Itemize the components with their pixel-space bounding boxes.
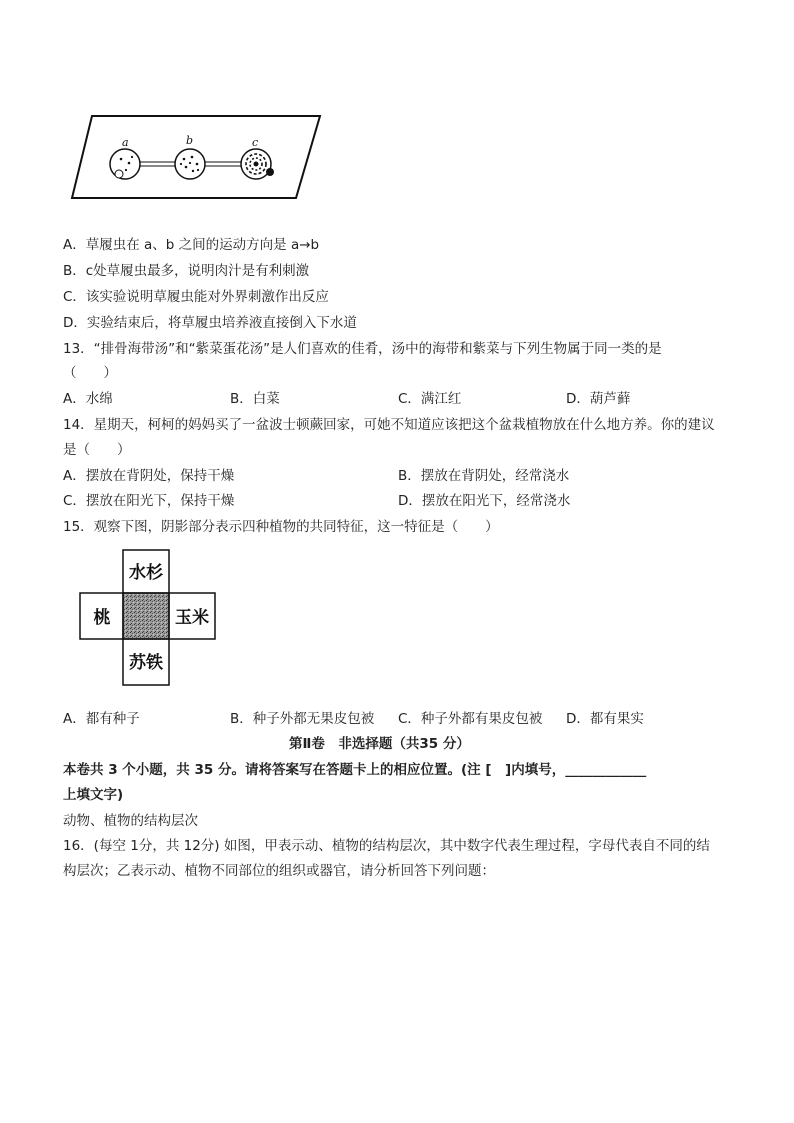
- q15-option-c: C．种子外都有果皮包被: [398, 711, 543, 727]
- drop-a: [110, 149, 140, 179]
- q15-option-a: A．都有种子: [63, 711, 140, 727]
- q14-option-a: A．摆放在背阴处，保持干燥: [63, 468, 235, 484]
- q14-option-b: B．摆放在背阴处，经常浇水: [398, 468, 570, 484]
- section2-title: 第Ⅱ卷 非选择题（共35 分）: [289, 736, 470, 752]
- label-right: 玉米: [175, 608, 209, 628]
- topic-heading: 动物、植物的结构层次: [63, 813, 198, 829]
- q12-option-d: D．实验结束后，将草履虫培养液直接倒入下水道: [63, 315, 357, 331]
- label-c: c: [252, 136, 259, 149]
- label-b: b: [186, 134, 194, 147]
- q13-stem-line2: （ ）: [63, 365, 117, 381]
- q12-option-a: A．草履虫在 a、b 之间的运动方向是 a→b: [63, 237, 320, 253]
- q13-stem-line1: 13．“排骨海带汤”和“紫菜蛋花汤”是人们喜欢的佳肴，汤中的海带和紫菜与下列生物属于同一类的是: [63, 341, 662, 357]
- q14-stem-line1: 14．星期天，柯柯的妈妈买了一盆波士顿蕨回家，可她不知道应该把这个盆栽植物放在什么地方养。你的建议: [63, 417, 715, 433]
- q13-option-a: A．水绵: [63, 391, 113, 407]
- q16-line2: 构层次；乙表示动、植物不同部位的组织或器官，请分析回答下列问题：: [63, 863, 495, 879]
- label-bottom: 苏铁: [129, 653, 163, 673]
- shared-feature-shade: [123, 593, 169, 639]
- q16-line1: 16．(每空 1分，共 12分) 如图，甲表示动、植物的结构层次，其中数字代表生理过程，字母代表自不同的结: [63, 838, 710, 854]
- section2-instruction-line1: 本卷共 3 个小题，共 35 分。请将答案写在答题卡上的相应位置。(注 [ ]内填号，____________: [63, 762, 647, 778]
- section2-instruction-line2: 上填文字): [63, 787, 124, 803]
- q14-stem-line2: 是（ ）: [63, 442, 131, 458]
- plant-cross-figure: [78, 548, 218, 688]
- q12-option-c: C．该实验说明草履虫能对外界刺激作出反应: [63, 289, 329, 305]
- q14-option-d: D．摆放在阳光下，经常浇水: [398, 493, 571, 509]
- label-top: 水杉: [129, 563, 163, 583]
- q15-stem: 15．观察下图，阴影部分表示四种植物的共同特征，这一特征是（ ）: [63, 519, 499, 535]
- q15-option-d: D．都有果实: [566, 711, 644, 727]
- q13-option-b: B．白菜: [230, 391, 280, 407]
- q13-option-d: D．葫芦藓: [566, 391, 631, 407]
- q12-option-b: B．c处草履虫最多，说明肉汁是有利刺激: [63, 263, 310, 279]
- label-left: 桃: [93, 608, 111, 628]
- q13-option-c: C．满江红: [398, 391, 462, 407]
- label-a: a: [122, 136, 129, 149]
- paramecium-experiment-figure: [66, 112, 322, 204]
- q14-option-c: C．摆放在阳光下，保持干燥: [63, 493, 235, 509]
- q15-option-b: B．种子外都无果皮包被: [230, 711, 375, 727]
